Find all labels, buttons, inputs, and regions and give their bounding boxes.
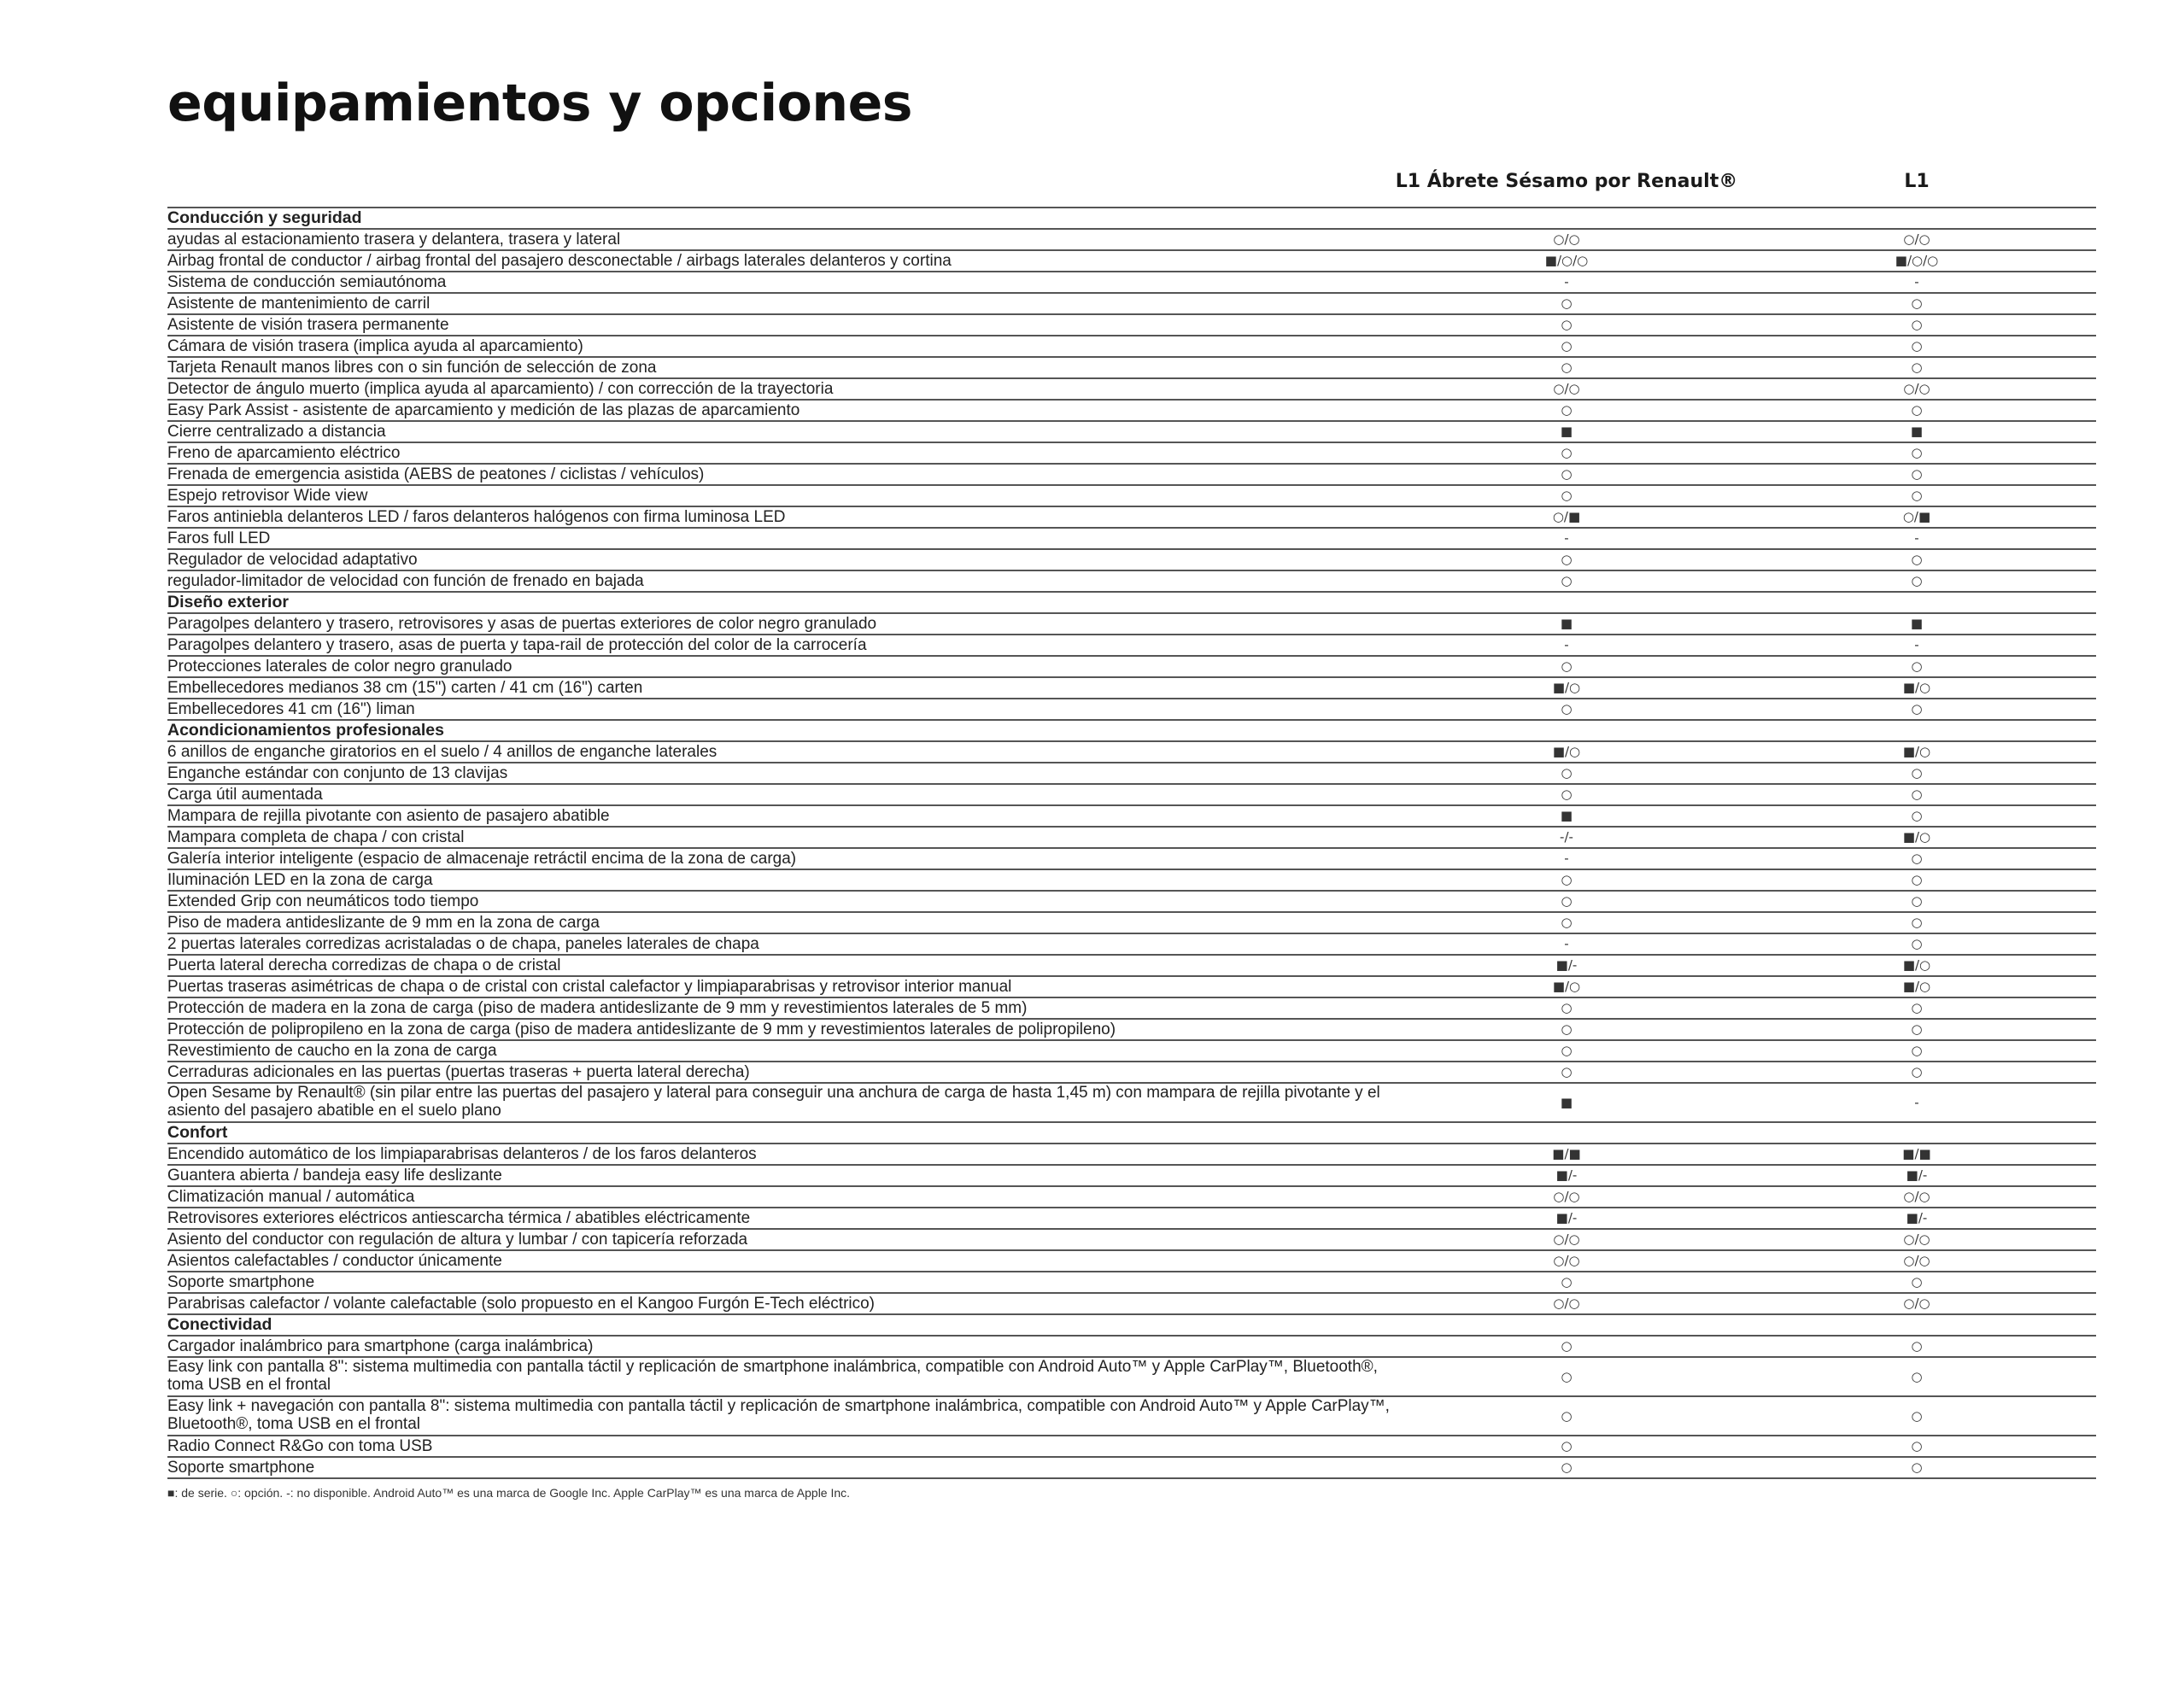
value-l1-abrete-sesamo: ■/- — [1555, 1167, 1578, 1183]
value-l1: ○ — [1911, 808, 1923, 823]
feature-label: regulador-limitador de velocidad con función de frenado en bajada — [167, 572, 644, 590]
table-row — [167, 1208, 2096, 1230]
value-l1-abrete-sesamo: ○ — [1561, 1064, 1573, 1079]
table-row — [167, 977, 2096, 998]
footnote: ■: de serie. ○: opción. -: no disponible. Android Auto™ es una marca de Google Inc. Apple CarPlay™ es una marca de Apple Inc. — [167, 1486, 851, 1500]
feature-label: Frenada de emergencia asistida (AEBS de peatones / ciclistas / vehículos) — [167, 465, 705, 483]
section-header — [167, 208, 2096, 230]
feature-label: Tarjeta Renault manos libres con o sin función de selección de zona — [167, 359, 657, 377]
value-l1-abrete-sesamo: ■/○ — [1552, 744, 1581, 759]
feature-label: Climatización manual / automática — [167, 1188, 415, 1206]
section-title: Confort — [167, 1123, 228, 1142]
table-row — [167, 934, 2096, 956]
value-l1: ○ — [1911, 1408, 1923, 1424]
value-l1: ○/○ — [1903, 231, 1930, 247]
feature-label: Mampara de rejilla pivotante con asiento de pasajero abatible — [167, 807, 610, 825]
value-l1: ○/○ — [1903, 1253, 1930, 1268]
value-l1-abrete-sesamo: ○ — [1561, 1438, 1573, 1454]
feature-label: Encendido automático de los limpiaparabrisas delanteros / de los faros delanteros — [167, 1145, 757, 1163]
table-row — [167, 635, 2096, 657]
value-l1-abrete-sesamo: ○/○ — [1553, 1231, 1580, 1247]
feature-label: Iluminación LED en la zona de carga — [167, 871, 433, 889]
feature-label: Piso de madera antideslizante de 9 mm en la zona de carga — [167, 914, 600, 932]
feature-label: Cargador inalámbrico para smartphone (carga inalámbrica) — [167, 1337, 594, 1355]
table-row — [167, 763, 2096, 785]
table-row — [167, 785, 2096, 806]
value-l1-abrete-sesamo: ○ — [1561, 765, 1573, 781]
table-row — [167, 315, 2096, 336]
feature-label: Asiento del conductor con regulación de altura y lumbar / con tapicería reforzada — [167, 1231, 748, 1249]
feature-label: Paragolpes delantero y trasero, asas de puerta y tapa-rail de protección del color de la carrocería — [167, 636, 867, 654]
table-row — [167, 401, 2096, 422]
table-row — [167, 870, 2096, 892]
table-row — [167, 443, 2096, 465]
feature-label: Regulador de velocidad adaptativo — [167, 551, 418, 569]
feature-label: Sistema de conducción semiautónoma — [167, 273, 447, 291]
table-row — [167, 998, 2096, 1020]
value-l1: ○/○ — [1903, 1231, 1930, 1247]
table-row — [167, 336, 2096, 358]
table-row — [167, 956, 2096, 977]
section-title: Diseño exterior — [167, 593, 289, 611]
value-l1: ■/○ — [1902, 680, 1931, 695]
table-row — [167, 1272, 2096, 1294]
value-l1-abrete-sesamo: ○ — [1561, 1408, 1573, 1424]
table-row — [167, 358, 2096, 379]
value-l1-abrete-sesamo: ○/○ — [1553, 1189, 1580, 1204]
table-row — [167, 1166, 2096, 1187]
value-l1: ■/○ — [1902, 957, 1931, 973]
table-row — [167, 272, 2096, 294]
value-l1-abrete-sesamo: ○ — [1561, 1369, 1573, 1384]
table-row — [167, 1230, 2096, 1251]
value-l1-abrete-sesamo: ○ — [1561, 658, 1573, 674]
feature-label: Retrovisores exteriores eléctricos antiescarcha térmica / abatibles eléctricamente — [167, 1209, 751, 1227]
table-row — [167, 614, 2096, 635]
value-l1: ○ — [1911, 573, 1923, 588]
column-header-l1: L1 — [1904, 171, 1930, 192]
feature-label: Asistente de mantenimiento de carril — [167, 295, 430, 313]
value-l1: ■/○/○ — [1895, 253, 1939, 268]
value-l1-abrete-sesamo: ○ — [1561, 445, 1573, 460]
section-header — [167, 593, 2096, 614]
table-row — [167, 251, 2096, 272]
value-l1: ○ — [1911, 1043, 1923, 1058]
value-l1-abrete-sesamo: ○/○ — [1553, 1253, 1580, 1268]
value-l1: ■ — [1910, 616, 1924, 631]
feature-label: Protección de polipropileno en la zona de carga (piso de madera antideslizante de 9 mm y revestimientos laterales de polipropileno) — [167, 1021, 1116, 1038]
section-header — [167, 1315, 2096, 1337]
value-l1: ○ — [1911, 360, 1923, 375]
feature-label: Puertas traseras asimétricas de chapa o de cristal con cristal calefactor y limpiaparabrisas y retrovisor interior manual — [167, 978, 1012, 996]
value-l1: ○ — [1911, 893, 1923, 909]
value-l1-abrete-sesamo: ■/○ — [1552, 979, 1581, 994]
value-l1: ○ — [1911, 1274, 1923, 1290]
value-l1-abrete-sesamo: ■ — [1560, 616, 1573, 631]
value-l1: ○ — [1911, 1459, 1923, 1475]
feature-label: Revestimiento de caucho en la zona de carga — [167, 1042, 497, 1060]
value-l1: ○ — [1911, 1438, 1923, 1454]
section-title: Conducción y seguridad — [167, 208, 362, 227]
value-l1: ○/○ — [1903, 1296, 1930, 1311]
feature-label: Carga útil aumentada — [167, 786, 323, 804]
value-l1-abrete-sesamo: ■/- — [1555, 957, 1578, 973]
value-l1-abrete-sesamo: ■ — [1560, 424, 1573, 439]
value-l1: ○ — [1911, 1021, 1923, 1037]
feature-label: Espejo retrovisor Wide view — [167, 487, 368, 505]
value-l1: ○ — [1911, 658, 1923, 674]
value-l1: ○ — [1911, 317, 1923, 332]
value-l1-abrete-sesamo: ■/- — [1555, 1210, 1578, 1225]
table-row — [167, 529, 2096, 550]
value-l1: ○ — [1911, 338, 1923, 354]
value-l1-abrete-sesamo: ○ — [1561, 573, 1573, 588]
value-l1: ○ — [1911, 787, 1923, 802]
table-row — [167, 465, 2096, 486]
value-l1-abrete-sesamo: ○/○ — [1553, 381, 1580, 396]
feature-label: Mampara completa de chapa / con cristal — [167, 828, 465, 846]
feature-label: Airbag frontal de conductor / airbag frontal del pasajero desconectable / airbags laterales delanteros y cortina — [167, 252, 952, 270]
value-l1: ○ — [1911, 445, 1923, 460]
table-row — [167, 1084, 2096, 1123]
value-l1: ○ — [1911, 915, 1923, 930]
table-row — [167, 806, 2096, 828]
value-l1-abrete-sesamo: ○ — [1561, 1043, 1573, 1058]
table-row — [167, 486, 2096, 507]
value-l1-abrete-sesamo: ○/■ — [1552, 509, 1581, 524]
value-l1: - — [1914, 274, 1919, 290]
value-l1-abrete-sesamo: ○/○ — [1553, 1296, 1580, 1311]
table-row — [167, 1020, 2096, 1041]
table-row — [167, 230, 2096, 251]
feature-label: Galería interior inteligente (espacio de almacenaje retráctil encima de la zona de carga) — [167, 850, 797, 868]
value-l1: - — [1914, 637, 1919, 652]
feature-label: Freno de aparcamiento eléctrico — [167, 444, 401, 462]
value-l1-abrete-sesamo: ○ — [1561, 893, 1573, 909]
table-row — [167, 1251, 2096, 1272]
feature-label: 6 anillos de enganche giratorios en el suelo / 4 anillos de enganche laterales — [167, 743, 717, 761]
table-row — [167, 1458, 2096, 1479]
table-row — [167, 294, 2096, 315]
feature-label: Detector de ángulo muerto (implica ayuda al aparcamiento) / con corrección de la trayectoria — [167, 380, 834, 398]
feature-label: Radio Connect R&Go con toma USB — [167, 1437, 433, 1455]
table-row — [167, 828, 2096, 849]
value-l1: ○ — [1911, 936, 1923, 951]
feature-label: Protección de madera en la zona de carga (piso de madera antideslizante de 9 mm y revestimientos laterales de 5 mm) — [167, 999, 1028, 1017]
table-row — [167, 913, 2096, 934]
value-l1-abrete-sesamo: ○ — [1561, 402, 1573, 418]
column-header-l1-abrete-sesamo: L1 Ábrete Sésamo por Renault® — [1395, 171, 1738, 192]
table-row — [167, 1337, 2096, 1358]
value-l1-abrete-sesamo: ○ — [1561, 360, 1573, 375]
value-l1: ■/○ — [1902, 829, 1931, 845]
value-l1: ○/○ — [1903, 1189, 1930, 1204]
value-l1: ■ — [1910, 424, 1924, 439]
table-row — [167, 1436, 2096, 1458]
feature-label: Extended Grip con neumáticos todo tiempo — [167, 892, 479, 910]
value-l1-abrete-sesamo: ○ — [1561, 701, 1573, 717]
value-l1-abrete-sesamo: ○ — [1561, 1000, 1573, 1015]
section-title: Acondicionamientos profesionales — [167, 721, 444, 740]
page-title: equipamientos y opciones — [167, 73, 913, 133]
value-l1-abrete-sesamo: ■/○ — [1552, 680, 1581, 695]
value-l1-abrete-sesamo: - — [1564, 530, 1569, 546]
feature-label: Soporte smartphone — [167, 1459, 315, 1477]
value-l1-abrete-sesamo: ○ — [1561, 552, 1573, 567]
value-l1: ○ — [1911, 1064, 1923, 1079]
table-row — [167, 422, 2096, 443]
value-l1-abrete-sesamo: ○ — [1561, 787, 1573, 802]
feature-label: Cámara de visión trasera (implica ayuda al aparcamiento) — [167, 337, 583, 355]
value-l1-abrete-sesamo: ○ — [1561, 1274, 1573, 1290]
value-l1: ○ — [1911, 295, 1923, 311]
value-l1-abrete-sesamo: ○ — [1561, 295, 1573, 311]
value-l1-abrete-sesamo: ○ — [1561, 1338, 1573, 1354]
feature-label: Easy link + navegación con pantalla 8": sistema multimedia con pantalla táctil y replicación de smartphone inalámbrica, compatible con Android Auto™ y Apple CarPlay™, Bluetooth®, toma USB en el frontal — [167, 1397, 1390, 1433]
value-l1: ○ — [1911, 851, 1923, 866]
value-l1-abrete-sesamo: - — [1564, 637, 1569, 652]
feature-label: Protecciones laterales de color negro granulado — [167, 658, 512, 676]
value-l1: ○ — [1911, 765, 1923, 781]
table-row — [167, 1144, 2096, 1166]
table-row — [167, 571, 2096, 593]
value-l1: ■/- — [1906, 1210, 1928, 1225]
section-header — [167, 1123, 2096, 1144]
feature-label: Embellecedores 41 cm (16") liman — [167, 700, 415, 718]
value-l1: ○/■ — [1902, 509, 1931, 524]
table-row — [167, 892, 2096, 913]
table-row — [167, 1187, 2096, 1208]
value-l1-abrete-sesamo: ○ — [1561, 338, 1573, 354]
feature-label: ayudas al estacionamiento trasera y delantera, trasera y lateral — [167, 231, 621, 249]
table-row — [167, 507, 2096, 529]
table-row — [167, 1062, 2096, 1084]
value-l1: ○ — [1911, 402, 1923, 418]
table-row — [167, 550, 2096, 571]
value-l1-abrete-sesamo: - — [1564, 851, 1569, 866]
feature-label: Open Sesame by Renault® (sin pilar entre las puertas del pasajero y lateral para conseguir una anchura de carga de hasta 1,45 m) con mampara de rejilla pivotante y el asiento del pasajero abatible en el suelo plano — [167, 1084, 1380, 1120]
value-l1: ■/- — [1906, 1167, 1928, 1183]
value-l1-abrete-sesamo: ○ — [1561, 1459, 1573, 1475]
value-l1: ○/○ — [1903, 381, 1930, 396]
feature-label: Parabrisas calefactor / volante calefactable (solo propuesto en el Kangoo Furgón E-Tech eléctrico) — [167, 1295, 876, 1313]
feature-label: Asistente de visión trasera permanente — [167, 316, 449, 334]
table-row — [167, 1358, 2096, 1397]
feature-label: Enganche estándar con conjunto de 13 clavijas — [167, 764, 508, 782]
table-row — [167, 678, 2096, 699]
value-l1: ○ — [1911, 701, 1923, 717]
feature-label: Cierre centralizado a distancia — [167, 423, 386, 441]
value-l1-abrete-sesamo: - — [1564, 274, 1569, 290]
feature-label: Embellecedores medianos 38 cm (15") carten / 41 cm (16") carten — [167, 679, 643, 697]
table-row — [167, 699, 2096, 721]
feature-label: Guantera abierta / bandeja easy life deslizante — [167, 1167, 502, 1184]
feature-label: Puerta lateral derecha corredizas de chapa o de cristal — [167, 956, 561, 974]
feature-label: Faros full LED — [167, 529, 271, 547]
value-l1: ○ — [1911, 1000, 1923, 1015]
feature-label: 2 puertas laterales corredizas acristaladas o de chapa, paneles laterales de chapa — [167, 935, 759, 953]
value-l1-abrete-sesamo: ■/■ — [1552, 1146, 1581, 1161]
value-l1: ■/○ — [1902, 744, 1931, 759]
value-l1-abrete-sesamo: ■ — [1560, 1095, 1573, 1110]
value-l1: ○ — [1911, 466, 1923, 482]
value-l1: ■/○ — [1902, 979, 1931, 994]
value-l1: ○ — [1911, 1338, 1923, 1354]
table-row — [167, 1397, 2096, 1436]
feature-label: Soporte smartphone — [167, 1273, 315, 1291]
column-header-row — [167, 167, 2096, 208]
value-l1-abrete-sesamo: ○ — [1561, 915, 1573, 930]
table-row — [167, 657, 2096, 678]
section-header — [167, 721, 2096, 742]
value-l1: - — [1914, 1095, 1919, 1110]
value-l1-abrete-sesamo: ○/○ — [1553, 231, 1580, 247]
table-row — [167, 1041, 2096, 1062]
value-l1-abrete-sesamo: ○ — [1561, 488, 1573, 503]
equipment-table — [167, 167, 2096, 1479]
value-l1: - — [1914, 530, 1919, 546]
feature-label: Asientos calefactables / conductor únicamente — [167, 1252, 502, 1270]
value-l1: ○ — [1911, 488, 1923, 503]
value-l1: ■/■ — [1902, 1146, 1931, 1161]
table-body — [167, 208, 2096, 1479]
table-row — [167, 379, 2096, 401]
feature-label: Easy link con pantalla 8": sistema multimedia con pantalla táctil y replicación de smartphone inalámbrica, compatible con Android Auto™ y Apple CarPlay™, Bluetooth®, toma USB en el frontal — [167, 1358, 1378, 1394]
section-title: Conectividad — [167, 1315, 272, 1334]
feature-label: Easy Park Assist - asistente de aparcamiento y medición de las plazas de aparcamiento — [167, 401, 800, 419]
value-l1-abrete-sesamo: ■/○/○ — [1544, 253, 1589, 268]
value-l1-abrete-sesamo: ○ — [1561, 466, 1573, 482]
value-l1-abrete-sesamo: ■ — [1560, 808, 1573, 823]
value-l1-abrete-sesamo: ○ — [1561, 1021, 1573, 1037]
feature-label: Cerraduras adicionales en las puertas (puertas traseras + puerta lateral derecha) — [167, 1063, 750, 1081]
table-row — [167, 742, 2096, 763]
value-l1: ○ — [1911, 1369, 1923, 1384]
value-l1-abrete-sesamo: - — [1564, 936, 1569, 951]
value-l1-abrete-sesamo: -/- — [1560, 829, 1573, 845]
value-l1-abrete-sesamo: ○ — [1561, 317, 1573, 332]
table-row — [167, 1294, 2096, 1315]
value-l1: ○ — [1911, 872, 1923, 887]
value-l1: ○ — [1911, 552, 1923, 567]
feature-label: Paragolpes delantero y trasero, retrovisores y asas de puertas exteriores de color negro granulado — [167, 615, 877, 633]
table-row — [167, 849, 2096, 870]
value-l1-abrete-sesamo: ○ — [1561, 872, 1573, 887]
feature-label: Faros antiniebla delanteros LED / faros delanteros halógenos con firma luminosa LED — [167, 508, 786, 526]
